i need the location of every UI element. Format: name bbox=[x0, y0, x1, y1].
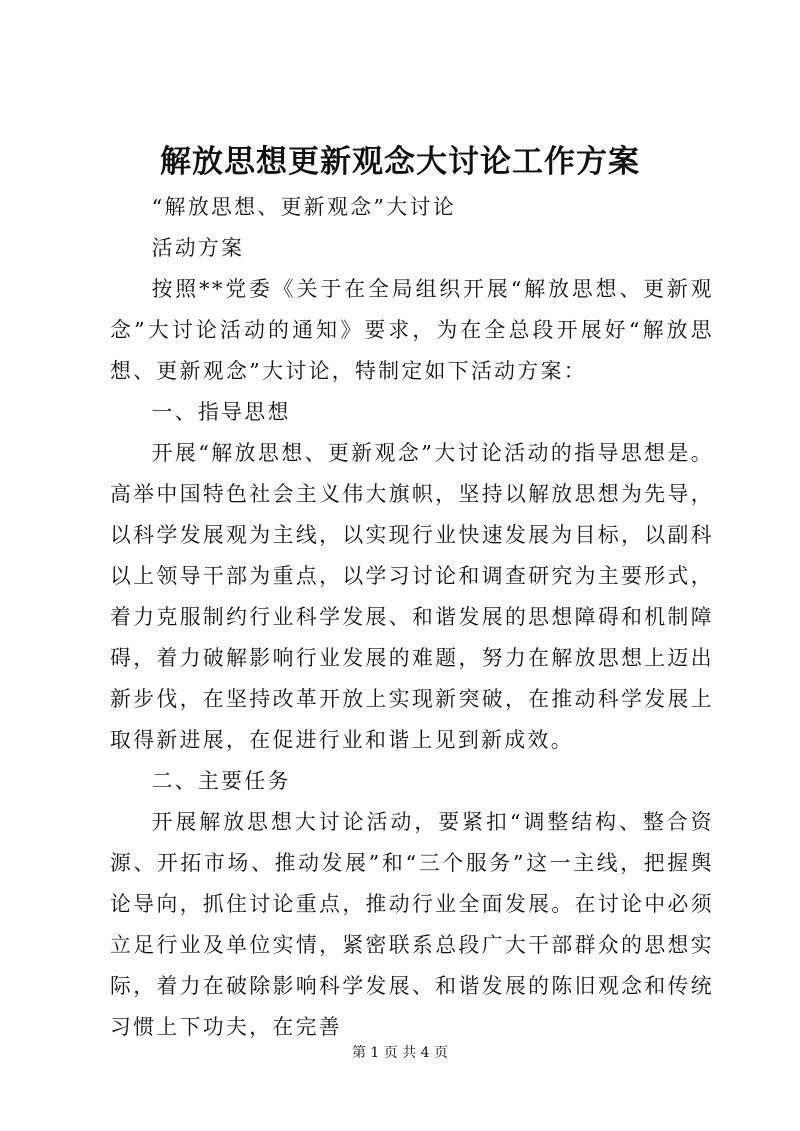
document-title: 解放思想更新观念大讨论工作方案 bbox=[160, 144, 640, 180]
document-body bbox=[110, 187, 714, 1048]
body-paragraph: 开展“解放思想、更新观念”大讨论活动的指导思想是。高举中国特色社会主义伟大旗帜，坚持以解放思想为先导，以科学发展观为主线，以实现行业快速发展为目标，以副科以上领导干部为重点，以学习讨论和调查研究为主要形式，着力克服制约行业科学发展、和谐发展的思想障碍和机制障碍，着力破解影响行业发展的难题，努力在解放思想上迈出新步伐，在坚持改革开放上实现新突破，在推动科学发展上取得新进展，在促进行业和谐上见到新成效。 bbox=[110, 441, 714, 752]
subtitle-paragraph: 活动方案 bbox=[151, 236, 245, 260]
section-heading: 二、主要任务 bbox=[151, 769, 291, 793]
body-paragraph: 开展解放思想大讨论活动，要紧扣“调整结构、整合资源、开拓市场、推动发展”和“三个服务”这一主线，把握舆论导向，抓住讨论重点，推动行业全面发展。在讨论中必须立足行业及单位实情，紧密联系总段广大干部群众的思想实际，着力在破除影响科学发展、和谐发展的陈旧观念和传统习惯上下功夫，在完善 bbox=[110, 810, 714, 1039]
section-heading: 一、指导思想 bbox=[151, 400, 291, 424]
subtitle-paragraph: “解放思想、更新观念”大讨论 bbox=[151, 195, 457, 219]
page-number-footer: 第 1 页 共 4 页 bbox=[351, 1045, 449, 1061]
intro-paragraph: 按照**党委《关于在全局组织开展“解放思想、更新观念”大讨论活动的通知》要求，为在全总段开展好“解放思想、更新观念”大讨论，特制定如下活动方案： bbox=[110, 277, 714, 383]
